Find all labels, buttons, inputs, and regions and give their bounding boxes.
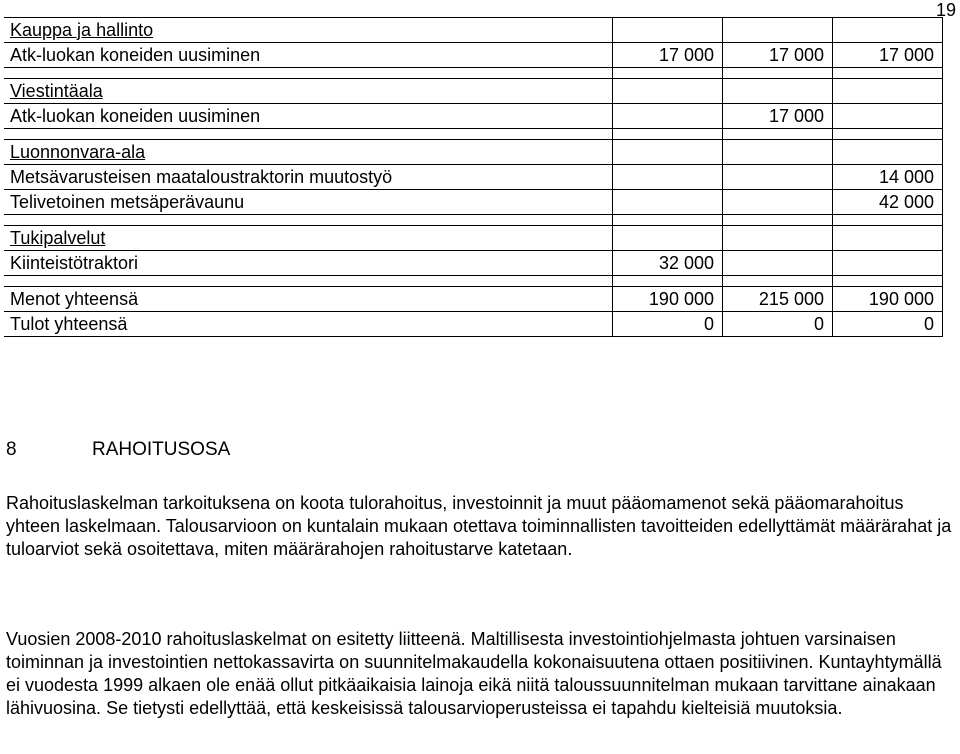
value-cell: [723, 140, 833, 165]
table-row: [4, 43, 943, 68]
section-title: RAHOITUSOSA: [92, 439, 231, 460]
value-cell: [723, 165, 833, 190]
category-label: Kauppa ja hallinto: [4, 18, 613, 43]
table-spacer-row: [4, 276, 943, 287]
table-spacer-row: [4, 215, 943, 226]
value-cell: [613, 79, 723, 104]
value-cell: 32 000: [613, 251, 723, 276]
spacer-cell: [613, 215, 723, 226]
value-cell: [723, 251, 833, 276]
spacer-cell: [4, 129, 613, 140]
spacer-cell: [833, 129, 943, 140]
value-cell: 0: [613, 312, 723, 337]
spacer-cell: [723, 276, 833, 287]
value-cell: 215 000: [723, 287, 833, 312]
value-cell: [613, 190, 723, 215]
value-cell: [723, 79, 833, 104]
spacer-cell: [833, 276, 943, 287]
row-label: Telivetoinen metsäperävaunu: [4, 190, 613, 215]
value-cell: 17 000: [833, 43, 943, 68]
value-cell: [833, 140, 943, 165]
spacer-cell: [4, 215, 613, 226]
row-label: Menot yhteensä: [4, 287, 613, 312]
spacer-cell: [613, 68, 723, 79]
row-label: Atk-luokan koneiden uusiminen: [4, 104, 613, 129]
value-cell: [613, 104, 723, 129]
category-row: [4, 140, 943, 165]
row-label: Atk-luokan koneiden uusiminen: [4, 43, 613, 68]
table-row: [4, 165, 943, 190]
value-cell: 42 000: [833, 190, 943, 215]
section-heading: [6, 439, 230, 461]
value-cell: [833, 104, 943, 129]
row-label: Kiinteistötraktori: [4, 251, 613, 276]
category-label: Tukipalvelut: [4, 226, 613, 251]
spacer-cell: [613, 276, 723, 287]
investment-table: [4, 17, 943, 337]
value-cell: 0: [833, 312, 943, 337]
category-row: [4, 226, 943, 251]
spacer-cell: [613, 129, 723, 140]
value-cell: [833, 251, 943, 276]
value-cell: [613, 226, 723, 251]
value-cell: [613, 18, 723, 43]
value-cell: [723, 190, 833, 215]
value-cell: [613, 140, 723, 165]
value-cell: 17 000: [613, 43, 723, 68]
paragraph-2: Vuosien 2008-2010 rahoituslaskelmat on esitetty liitteenä. Maltillisesta investointiohjelmasta johtuen varsinaisen toiminnan ja investointien nettokassavirta on suunnitelmakaudella kokonaisuutena ottaen positiivinen. Kuntayhtymällä ei vuodesta 1999 alkaen ole enää ollut pitkäaikaisia lainoja eikä niitä taloussuunnitelman mukaan tarvittane ainakaan lähivuosina. Se tietysti edellyttää, että keskeisissä talousarvioperusteissa ei tapahdu kielteisiä muutoksia.: [6, 629, 942, 718]
table-row: [4, 190, 943, 215]
spacer-cell: [723, 68, 833, 79]
table-spacer-row: [4, 129, 943, 140]
page-number: 19: [936, 0, 957, 20]
value-cell: [723, 18, 833, 43]
table-row: [4, 104, 943, 129]
row-label: Metsävarusteisen maataloustraktorin muutostyö: [4, 165, 613, 190]
value-cell: [833, 226, 943, 251]
category-label: Luonnonvara-ala: [4, 140, 613, 165]
spacer-cell: [4, 276, 613, 287]
value-cell: [833, 18, 943, 43]
section-number: 8: [6, 439, 17, 460]
spacer-cell: [4, 68, 613, 79]
table-spacer-row: [4, 68, 943, 79]
paragraph-1: Rahoituslaskelman tarkoituksena on koota tulorahoitus, investoinnit ja muut pääomamenot sekä pääomarahoitus yhteen laskelmaan. Talousarvioon on kuntalain mukaan otettava toiminnallisten tavoitteiden edellyttämät määrärahat ja tuloarviot sekä osoitettava, miten määrärahojen rahoitustarve katetaan.: [6, 493, 952, 559]
category-label: Viestintäala: [4, 79, 613, 104]
value-cell: 17 000: [723, 43, 833, 68]
table-row: [4, 251, 943, 276]
value-cell: [613, 165, 723, 190]
spacer-cell: [723, 129, 833, 140]
row-label: Tulot yhteensä: [4, 312, 613, 337]
category-row: [4, 18, 943, 43]
value-cell: 0: [723, 312, 833, 337]
value-cell: 190 000: [833, 287, 943, 312]
value-cell: 14 000: [833, 165, 943, 190]
spacer-cell: [723, 215, 833, 226]
table-row: [4, 312, 943, 337]
value-cell: [723, 226, 833, 251]
spacer-cell: [833, 215, 943, 226]
value-cell: 190 000: [613, 287, 723, 312]
value-cell: 17 000: [723, 104, 833, 129]
value-cell: [833, 79, 943, 104]
spacer-cell: [833, 68, 943, 79]
table-row: [4, 287, 943, 312]
category-row: [4, 79, 943, 104]
